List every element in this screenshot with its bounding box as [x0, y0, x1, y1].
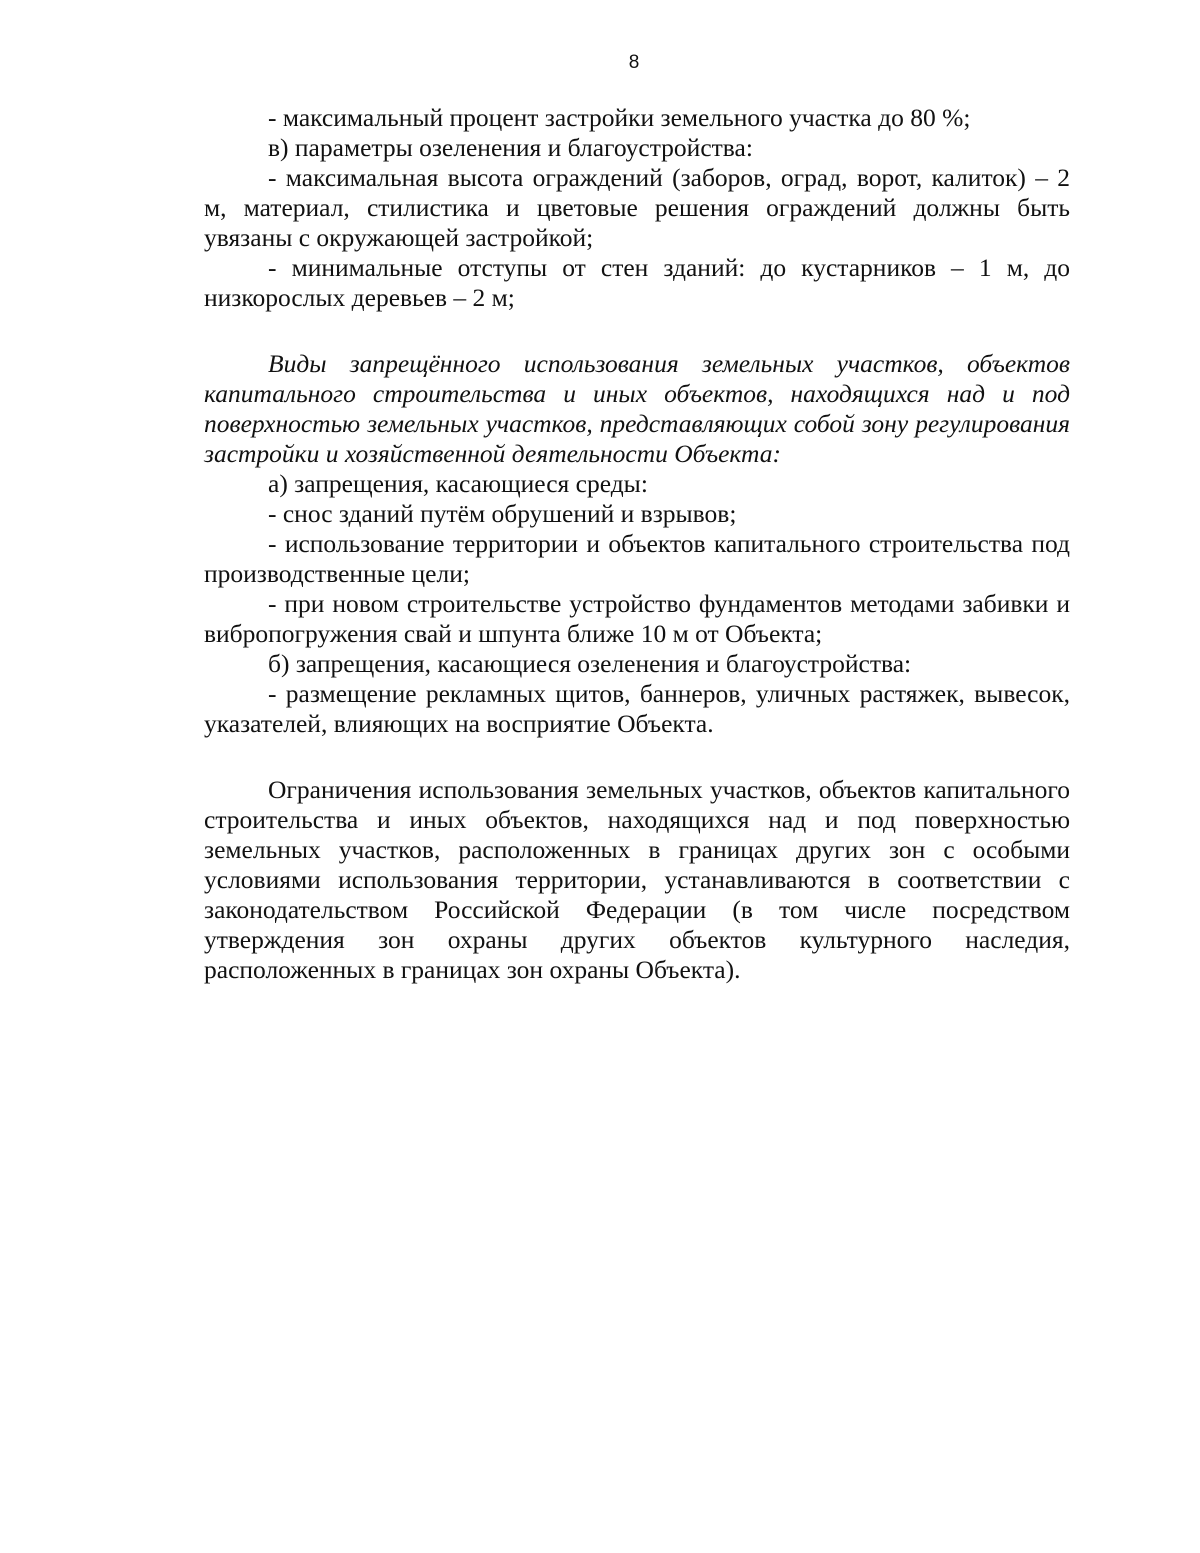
page-number: 8 — [628, 52, 640, 73]
paragraph-fence-height: - максимальная высота ограждений (заборов, оград, ворот, калиток) – 2 м, материал, стилистика и цветовые решения ограждений должны быть увязаны с окружающей застройкой; — [204, 163, 1070, 252]
paragraph-industrial-use: - использование территории и объектов капитального строительства под производственные цели; — [204, 529, 1070, 588]
paragraph-min-setbacks: - минимальные отступы от стен зданий: до кустарников – 1 м, до низкорослых деревьев – 2 м; — [204, 253, 1070, 312]
paragraph-usage-restrictions: Ограничения использования земельных участков, объектов капитального строительства и иных объектов, находящихся над и под поверхностью земельных участков, расположенных в границах других зон с особыми условиями использования территории, устанавливаются в соответствии с законодательством Российской Федерации (в том числе посредством утверждения зон охраны других объектов культурного наследия, расположенных в границах зон охраны Объекта). — [204, 775, 1070, 984]
paragraph-landscaping-prohibitions: б) запрещения, касающиеся озеленения и благоустройства: — [268, 649, 912, 678]
section-heading-prohibited-uses: Виды запрещённого использования земельных участков, объектов капитального строительства и иных объектов, находящихся над и под поверхностью земельных участков, представляющих собой зону регулирования застройки и хозяйственной деятельности Объекта: — [204, 349, 1070, 468]
paragraph-gap — [204, 739, 1070, 769]
paragraph-advertising: - размещение рекламных щитов, баннеров, уличных растяжек, вывесок, указателей, влияющих на восприятие Объекта. — [204, 679, 1070, 738]
paragraph-max-building-percent: - максимальный процент застройки земельного участка до 80 %; — [268, 103, 971, 132]
paragraph-landscaping-params: в) параметры озеленения и благоустройства: — [268, 133, 753, 162]
document-body — [204, 103, 1070, 985]
paragraph-foundation-methods: - при новом строительстве устройство фундаментов методами забивки и вибропогружения свай и шпунта ближе 10 м от Объекта; — [204, 589, 1070, 648]
paragraph-gap — [204, 313, 1070, 343]
paragraph-environment-prohibitions: а) запрещения, касающиеся среды: — [268, 469, 648, 498]
paragraph-demolition: - снос зданий путём обрушений и взрывов; — [268, 499, 737, 528]
